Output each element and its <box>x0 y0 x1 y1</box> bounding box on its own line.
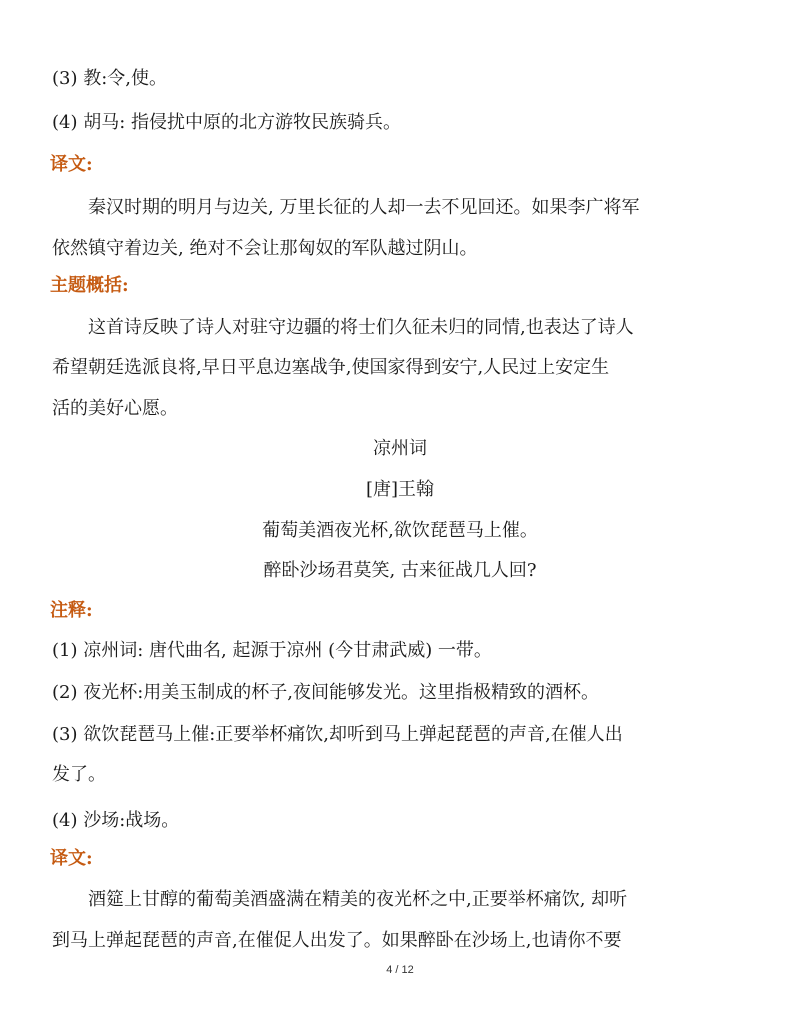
paragraph-line: 依然镇守着边关, 绝对不会让那匈奴的军队越过阴山。 <box>52 238 478 259</box>
section-heading-theme: 主题概括: <box>50 275 129 296</box>
note-item: 发了。 <box>52 764 106 785</box>
paragraph-line: 秦汉时期的明月与边关, 万里长征的人却一去不见回还。如果李广将军 <box>88 197 640 218</box>
section-heading-translation: 译文: <box>50 848 93 869</box>
paragraph-line: 希望朝廷选派良将,早日平息边塞战争,使国家得到安宁,人民过上安定生 <box>52 357 610 378</box>
paragraph-line: 到马上弹起琵琶的声音,在催促人出发了。如果醉卧在沙场上,也请你不要 <box>52 930 622 951</box>
section-heading-translation: 译文: <box>50 154 93 175</box>
paragraph-line: 酒筵上甘醇的葡萄美酒盛满在精美的夜光杯之中,正要举杯痛饮, 却听 <box>88 889 628 910</box>
poem-line: 醉卧沙场君莫笑, 古来征战几人回? <box>263 560 537 581</box>
note-item: (3) 欲饮琵琶马上催:正要举杯痛饮,却听到马上弹起琵琶的声音,在催人出 <box>52 724 623 745</box>
paragraph-line: 这首诗反映了诗人对驻守边疆的将士们久征未归的同情,也表达了诗人 <box>88 317 634 338</box>
poem-title: 凉州词 <box>373 438 427 459</box>
note-item: (2) 夜光杯:用美玉制成的杯子,夜间能够发光。这里指极精致的酒杯。 <box>52 682 600 703</box>
note-line: (4) 胡马: 指侵扰中原的北方游牧民族骑兵。 <box>52 112 402 133</box>
poem-line: 葡萄美酒夜光杯,欲饮琵琶马上催。 <box>262 520 538 541</box>
page-number: 4 / 12 <box>386 964 414 976</box>
section-heading-notes: 注释: <box>50 600 93 621</box>
note-item: (4) 沙场:战场。 <box>52 810 180 831</box>
note-line: (3) 教:令,使。 <box>52 68 168 89</box>
paragraph-line: 活的美好心愿。 <box>52 398 178 419</box>
poem-author: [唐]王翰 <box>365 479 435 500</box>
note-item: (1) 凉州词: 唐代曲名, 起源于凉州 (今甘肃武威) 一带。 <box>52 640 492 661</box>
